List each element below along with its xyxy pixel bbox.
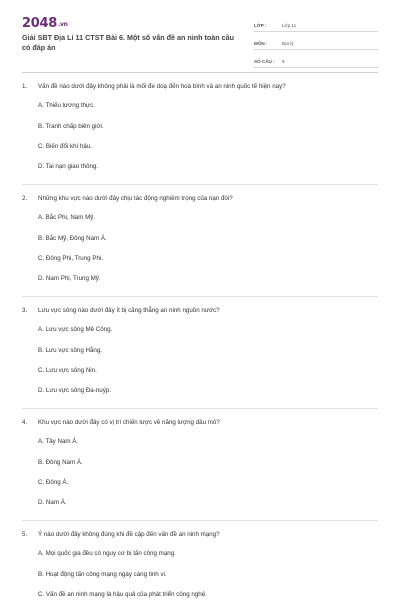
- meta-row-count: [254, 51, 378, 68]
- question-divider: [22, 184, 378, 185]
- option-b[interactable]: B. Tranh chấp biên giới.: [38, 123, 104, 130]
- document-meta: [254, 15, 378, 69]
- header-divider: [22, 72, 378, 73]
- option-b[interactable]: B. Bắc Mỹ, Đông Nam Á.: [38, 235, 107, 242]
- option-c[interactable]: C. Đông Á.: [38, 479, 69, 486]
- option-d[interactable]: D. Tai nạn giao thông.: [38, 163, 99, 170]
- question-prompt: Khu vực nào dưới đây có vị trí chiến lược về năng lượng dầu mỏ?: [38, 419, 220, 426]
- option-d[interactable]: D. Nam Á.: [38, 499, 67, 506]
- option-c[interactable]: C. Biến đổi khí hậu.: [38, 143, 93, 150]
- option-c[interactable]: C. Vấn đề an ninh mạng là hậu quả của phát triển công nghệ.: [38, 591, 207, 598]
- option-a[interactable]: A. Bắc Phi, Nam Mỹ.: [38, 214, 96, 221]
- option-b[interactable]: B. Lưu vực sông Hằng.: [38, 347, 103, 354]
- question-text: [22, 307, 378, 315]
- question-1: [22, 83, 378, 170]
- meta-value: 9: [282, 59, 285, 64]
- option-b[interactable]: B. Hoạt động tấn công mạng ngày càng tinh vi.: [38, 571, 167, 578]
- question-text: [22, 83, 378, 91]
- question-5: [22, 531, 378, 598]
- question-divider: [22, 296, 378, 297]
- question-number: 2.: [22, 195, 28, 202]
- meta-row-subject: [254, 33, 378, 50]
- option-a[interactable]: A. Mọi quốc gia đều có nguy cơ bị tấn công mạng.: [38, 550, 176, 557]
- meta-label: MÔN :: [254, 41, 268, 46]
- question-prompt: Những khu vực nào dưới đây chịu tác động nghiêm trọng của nạn đói?: [38, 195, 233, 202]
- option-c[interactable]: C. Lưu vực sông Nin.: [38, 367, 97, 374]
- question-prompt: Lưu vực sông nào dưới đây ít bị căng thẳng an ninh nguồn nước?: [38, 307, 220, 314]
- question-number: 3.: [22, 307, 28, 314]
- question-prompt: Ý nào dưới đây không đúng khi đề cập đến vấn đề an ninh mạng?: [38, 531, 220, 538]
- question-number: 1.: [22, 83, 28, 90]
- question-text: [22, 531, 378, 539]
- option-a[interactable]: A. Lưu vực sông Mê Công.: [38, 326, 113, 333]
- question-text: [22, 195, 378, 203]
- question-divider: [22, 408, 378, 409]
- meta-label: LỚP :: [254, 23, 267, 28]
- question-2: [22, 195, 378, 282]
- question-number: 4.: [22, 419, 28, 426]
- question-4: [22, 419, 378, 506]
- meta-label: SỐ CÂU :: [254, 59, 275, 64]
- document-title: Giải SBT Địa Lí 11 CTST Bài 6. Một số vấn đề an ninh toàn cầu có đáp án: [22, 33, 235, 52]
- question-text: [22, 419, 378, 427]
- meta-value: Lớp 11: [282, 23, 297, 28]
- option-b[interactable]: B. Đông Nam Á.: [38, 459, 83, 466]
- logo-text: 2048: [22, 16, 57, 31]
- meta-row-grade: [254, 15, 378, 32]
- option-c[interactable]: C. Đông Phi, Trung Phi.: [38, 255, 104, 262]
- question-prompt: Vấn đề nào dưới đây không phải là mối đe doạ đến hoà bình và an ninh quốc tế hiện nay?: [38, 83, 286, 90]
- site-logo[interactable]: [22, 16, 68, 31]
- question-3: [22, 307, 378, 394]
- question-number: 5.: [22, 531, 28, 538]
- option-a[interactable]: A. Tây Nam Á.: [38, 438, 79, 445]
- option-d[interactable]: D. Lưu vực sông Đa-nuýp.: [38, 387, 111, 394]
- logo-suffix: .vn: [57, 21, 68, 28]
- meta-value: Địa lý: [282, 41, 294, 46]
- option-a[interactable]: A. Thiếu lương thực.: [38, 102, 95, 109]
- option-d[interactable]: D. Nam Phi, Trung Mỹ.: [38, 275, 101, 282]
- question-divider: [22, 520, 378, 521]
